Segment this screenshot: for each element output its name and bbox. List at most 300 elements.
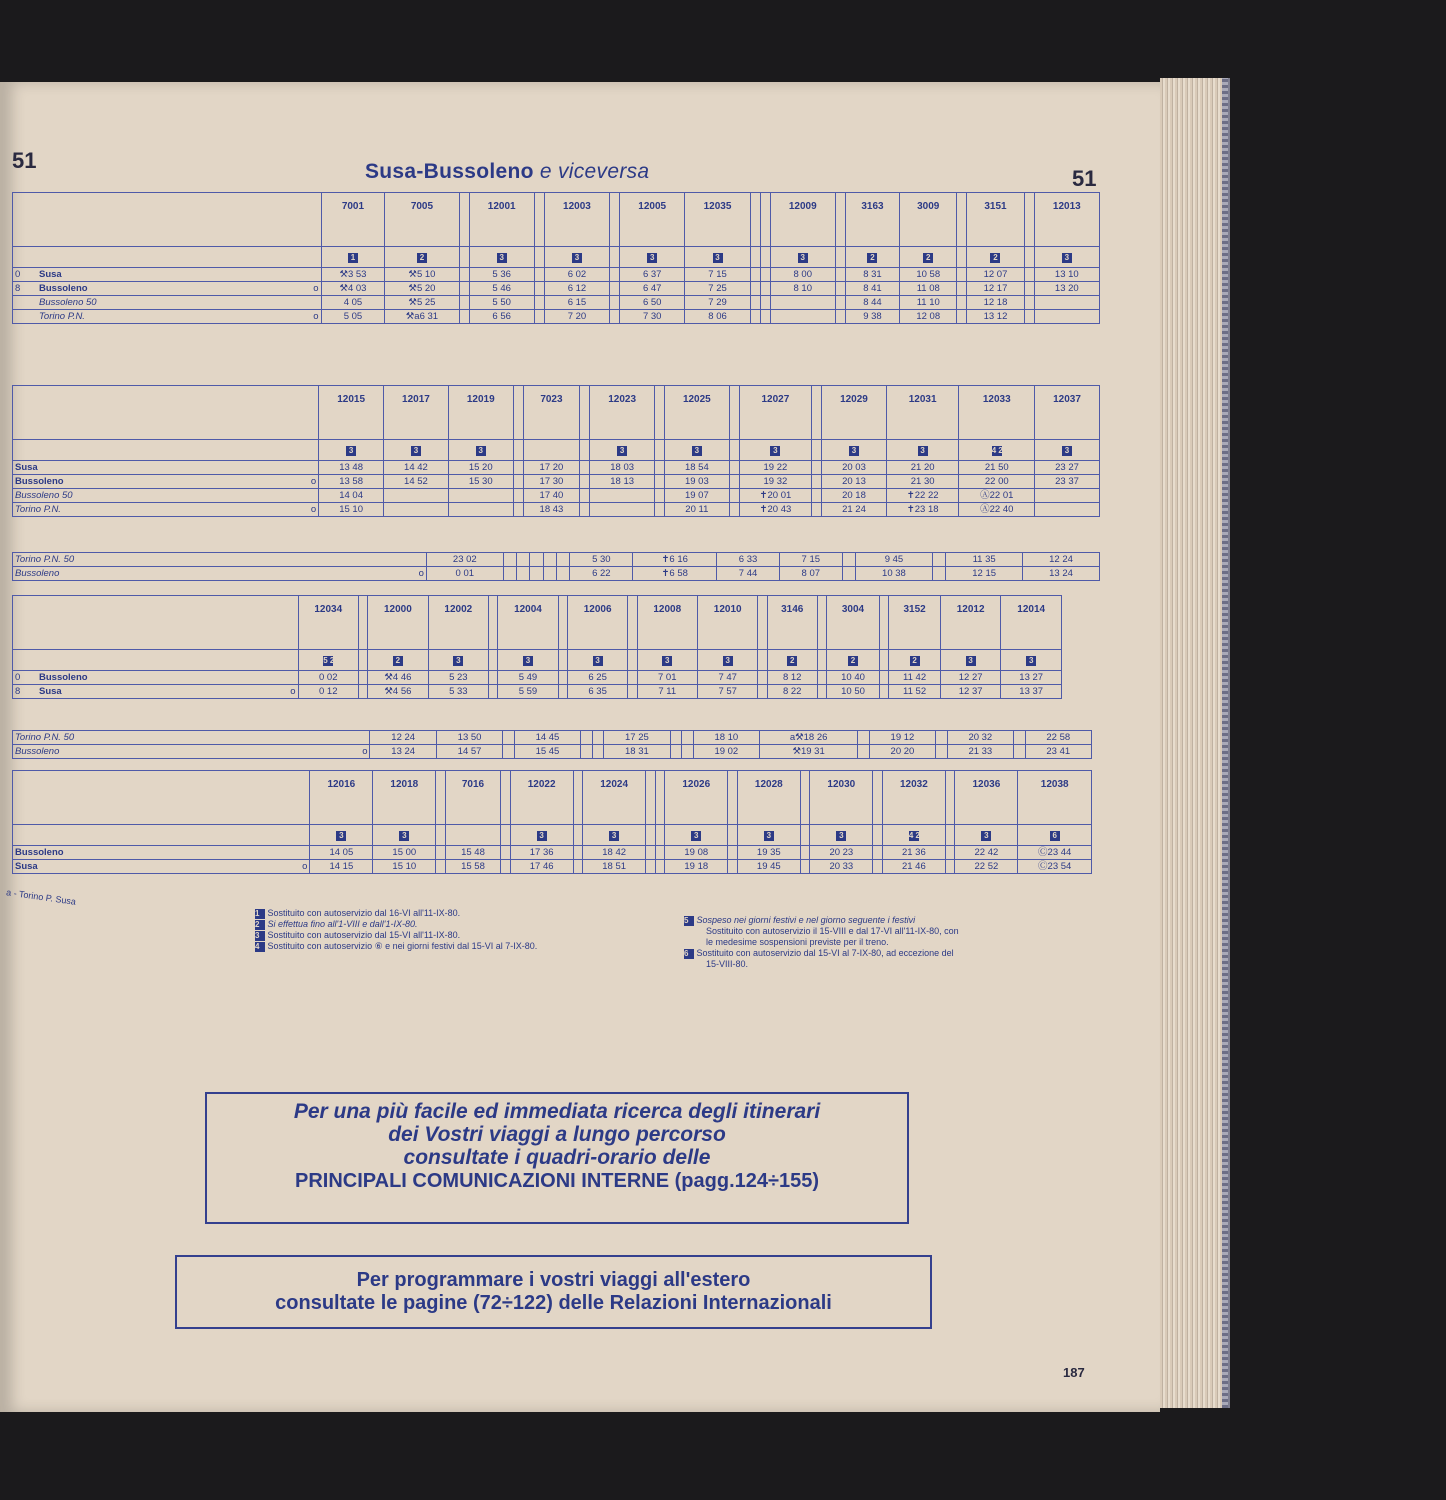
time-cell: 8 41 [845,282,899,296]
note-mark: 2 [787,656,797,666]
time-cell: 11 08 [900,282,957,296]
time-cell [646,846,656,860]
time-cell: 20 33 [810,860,873,874]
time-cell: 19 18 [665,860,728,874]
time-cell: 8 12 [767,671,817,685]
time-cell [530,567,543,581]
time-cell: 19 32 [739,475,812,489]
time-cell: 19 02 [693,745,759,759]
time-cell: 21 46 [882,860,945,874]
time-cell [858,745,870,759]
time-cell: 19 45 [737,860,800,874]
time-cell: Ⓐ22 01 [959,489,1035,503]
train-number-row [13,193,1100,247]
stop-marker: o [310,476,317,487]
time-cell: 22 52 [955,860,1018,874]
time-cell [530,553,543,567]
train-number: 3163 [845,193,899,247]
train-number: 12008 [637,596,697,650]
time-cell [489,685,498,699]
note-mark: 3 [764,831,774,841]
station-cell [13,268,322,282]
time-cell: 6 47 [620,282,685,296]
time-cell: 10 50 [827,685,880,699]
train-note-mark [469,247,534,268]
time-cell: 19 35 [737,846,800,860]
train-note-mark [321,247,385,268]
time-cell: 14 15 [310,860,373,874]
train-number [728,771,738,825]
time-cell [670,731,682,745]
train-number: 12010 [697,596,757,650]
time-cell [503,567,516,581]
note-mark: 3 [836,831,846,841]
time-cell: 6 15 [544,296,609,310]
train-notes-row [13,247,1100,268]
label-header [13,193,322,247]
time-cell: 17 20 [523,461,580,475]
time-cell: 7 30 [620,310,685,324]
time-cell: 6 25 [567,671,627,685]
station-name: Susa [15,861,38,872]
train-notes-row [13,825,1092,846]
time-cell: 5 23 [428,671,488,685]
station-name: Bussoleno [39,283,88,294]
timetable-row [13,846,1092,860]
km-value: 8 [15,686,21,697]
time-cell [1024,310,1034,324]
train-note-mark [940,650,1000,671]
time-cell: ⚒4 46 [368,671,428,685]
note-mark: 3 [346,446,356,456]
time-cell [580,489,590,503]
time-cell: 14 45 [514,731,580,745]
label-header [13,386,319,440]
time-cell: 12 18 [967,296,1024,310]
train-note-mark [835,247,845,268]
time-cell: 19 03 [664,475,729,489]
time-cell [436,846,446,860]
train-number: 12026 [665,771,728,825]
time-cell [728,846,738,860]
timetable-row [13,860,1092,874]
train-note-mark [590,440,655,461]
time-cell: ✝22 22 [886,489,959,503]
train-number: 12014 [1001,596,1062,650]
time-cell: 8 44 [845,296,899,310]
km-header [13,247,322,268]
time-cell: 6 56 [469,310,534,324]
station-cell [13,671,299,685]
train-notes-row [13,650,1062,671]
train-note-mark [637,650,697,671]
time-cell [358,671,367,685]
train-number [628,596,637,650]
time-cell [655,503,665,517]
train-note-mark [384,440,449,461]
time-cell [655,475,665,489]
time-cell: 8 06 [685,310,750,324]
train-note-mark [358,650,367,671]
time-cell: 22 00 [959,475,1035,489]
timetable-row [13,553,1100,567]
train-note-mark [729,440,739,461]
train-note-mark [770,247,835,268]
time-cell [750,282,760,296]
time-cell: 20 03 [822,461,887,475]
note-mark: 2 [393,656,403,666]
time-cell: 8 22 [767,685,817,699]
train-note-mark [1035,440,1100,461]
train-note-mark [800,825,810,846]
stop-marker: o [362,746,368,757]
timetable-row [13,489,1100,503]
time-cell: 10 40 [827,671,880,685]
time-cell [945,860,955,874]
time-cell: 20 18 [822,489,887,503]
km-header [13,440,319,461]
timetable-bussoleno-susa-2 [12,770,1092,874]
train-note-mark [665,825,728,846]
time-cell [655,846,665,860]
train-number: 12022 [510,771,573,825]
train-number: 7023 [523,386,580,440]
note-mark: 3 [713,253,723,263]
time-cell [590,489,655,503]
time-cell [812,489,822,503]
time-cell: 5 46 [469,282,534,296]
timetable-susa-bussoleno-1 [12,192,1100,324]
station-name: Susa [39,686,62,697]
train-number: 12003 [544,193,609,247]
time-cell [534,282,544,296]
time-cell: 11 35 [946,553,1023,567]
train-number [513,386,523,440]
timetable-row [13,745,1092,759]
train-note-mark [448,440,513,461]
time-cell: Ⓐ22 40 [959,503,1035,517]
time-cell: ⚒3 53 [321,268,385,282]
station-cell [13,745,370,759]
note-mark: 3 [1026,656,1036,666]
time-cell: 0 12 [298,685,358,699]
time-cell [610,282,620,296]
station-cell [13,731,370,745]
train-number [573,771,583,825]
station-cell [13,296,322,310]
train-number [835,193,845,247]
note-1: 1 Sostituito con autoservizio dal 16-VI all'11-IX-80. [255,908,461,918]
time-cell [812,461,822,475]
time-cell [557,567,570,581]
train-number [800,771,810,825]
station-cell [13,489,319,503]
train-number: 3151 [967,193,1024,247]
time-cell [1034,310,1099,324]
train-number: 12006 [567,596,627,650]
time-cell: 20 32 [947,731,1013,745]
train-number: 12017 [384,386,449,440]
time-cell [858,731,870,745]
time-cell [770,310,835,324]
train-note-mark [810,825,873,846]
notes-right: 5 Sospeso nei giorni festivi e nel giorno seguente i festivi Sostituito con autoservizio il 15-VIII e dal 17-VI all'11-IX-80, con le medesime sospensioni previste per il treno. 6 Sostituito con autoservizio dal 15-VI al 7-IX-80, ad eccezione del 15-VIII-80. [684,915,959,969]
time-cell: 21 50 [959,461,1035,475]
train-note-mark [583,825,646,846]
train-number: 12019 [448,386,513,440]
train-number [957,193,967,247]
train-number: 12013 [1034,193,1099,247]
time-cell [1024,296,1034,310]
train-note-mark [900,247,957,268]
train-number: 12005 [620,193,685,247]
time-cell: ⚒4 03 [321,282,385,296]
label-header [13,771,310,825]
page-number-left: 51 [12,148,37,173]
note-mark: 3 [723,656,733,666]
time-cell: 12 27 [940,671,1000,685]
time-cell [513,475,523,489]
train-number: 12002 [428,596,488,650]
train-note-mark [812,440,822,461]
note-mark: 3 [537,831,547,841]
note-mark: 3 [849,446,859,456]
train-note-mark [534,247,544,268]
note-mark: 5 2 [323,655,335,665]
time-cell [436,860,446,874]
timetable-row [13,503,1100,517]
timetable-row [13,461,1100,475]
timetable-row [13,268,1100,282]
time-cell: 20 23 [810,846,873,860]
time-cell [459,268,469,282]
info-box-international: Per programmare i vostri viaggi all'estero consultate le pagine (72÷122) delle Relazioni Internazionali [175,1255,932,1329]
note-mark: 3 [647,253,657,263]
station-name: Torino P.N. 50 [15,732,75,743]
time-cell [945,846,955,860]
time-cell [1024,268,1034,282]
timetable-torino-bussoleno [12,552,1100,581]
time-cell: 7 25 [685,282,750,296]
note-mark: 4 2 [908,830,920,840]
time-cell: 13 48 [319,461,384,475]
train-note-mark [957,247,967,268]
train-note-mark [760,247,770,268]
train-note-mark [1018,825,1092,846]
time-cell: 6 50 [620,296,685,310]
station-name: Susa [39,269,62,280]
time-cell: 18 54 [664,461,729,475]
note-mark: 6 [1050,831,1060,841]
time-cell: 19 12 [869,731,935,745]
train-number: 12038 [1018,771,1092,825]
time-cell [534,296,544,310]
time-cell [534,268,544,282]
train-note-mark [728,825,738,846]
time-cell [590,503,655,517]
train-number: 12023 [590,386,655,440]
train-notes-row [13,440,1100,461]
train-number [646,771,656,825]
train-note-mark [298,650,358,671]
time-cell: 9 38 [845,310,899,324]
station-name: Torino P.N. [39,311,85,322]
time-cell: 13 12 [967,310,1024,324]
train-number: 3004 [827,596,880,650]
time-cell: 12 08 [900,310,957,324]
time-cell [543,567,556,581]
time-cell: 15 20 [448,461,513,475]
time-cell: ✝20 43 [739,503,812,517]
km-value: 8 [15,283,21,294]
time-cell [760,282,770,296]
train-number: 12030 [810,771,873,825]
train-note-mark [750,247,760,268]
train-note-mark [822,440,887,461]
time-cell: 12 24 [1023,553,1100,567]
station-cell [13,553,427,567]
station-cell [13,846,310,860]
time-cell [610,268,620,282]
time-cell [501,860,511,874]
timetable-row [13,296,1100,310]
timetable-torino-bussoleno-2 [12,730,1092,759]
train-note-mark [567,650,627,671]
time-cell: 18 42 [583,846,646,860]
train-number [580,386,590,440]
train-number: 12015 [319,386,384,440]
train-number [610,193,620,247]
time-cell: 10 38 [856,567,933,581]
time-cell: 6 12 [544,282,609,296]
time-cell [957,268,967,282]
time-cell [880,685,889,699]
note-mark: 2 [990,253,1000,263]
time-cell [770,296,835,310]
info-box-internal: Per una più facile ed immediata ricerca degli itinerari dei Vostri viaggi a lungo percorso consultate i quadri-orario delle PRINCIPALI COMUNICAZIONI INTERNE (pagg.124÷155) [205,1092,909,1224]
time-cell [682,731,694,745]
train-note-mark [882,825,945,846]
stop-marker: o [302,861,308,872]
time-cell: 17 36 [510,846,573,860]
time-cell: 7 20 [544,310,609,324]
station-name: Bussoleno [15,476,64,487]
time-cell: 5 49 [498,671,558,685]
time-cell: 5 50 [469,296,534,310]
time-cell [932,553,945,567]
time-cell: 7 11 [637,685,697,699]
train-number [760,193,770,247]
time-cell [835,268,845,282]
train-number [655,771,665,825]
time-cell [501,846,511,860]
train-number: 12009 [770,193,835,247]
train-number [812,386,822,440]
time-cell: 14 52 [384,475,449,489]
time-cell: 22 58 [1025,731,1091,745]
time-cell [581,731,593,745]
time-cell: 23 41 [1025,745,1091,759]
time-cell: 13 27 [1001,671,1062,685]
note-mark: 3 [453,656,463,666]
note-6: 6 Sostituito con autoservizio dal 15-VI al 7-IX-80, ad eccezione del [684,948,954,958]
time-cell: 17 40 [523,489,580,503]
note-3: 3 Sostituito con autoservizio dal 15-VI all'11-IX-80. [255,930,461,940]
time-cell [817,671,826,685]
train-note-mark [880,650,889,671]
train-note-mark [889,650,941,671]
time-cell: 14 57 [436,745,502,759]
train-note-mark [368,650,428,671]
timetable-row [13,282,1100,296]
note-mark: 3 [617,446,627,456]
time-cell: ⚒5 10 [385,268,459,282]
train-number: 3146 [767,596,817,650]
time-cell [760,296,770,310]
time-cell: 12 24 [370,731,436,745]
station-name: Bussoleno [39,672,88,683]
time-cell: 17 30 [523,475,580,489]
time-cell: 5 33 [428,685,488,699]
note-mark: 2 [417,253,427,263]
note-mark: 2 [867,253,877,263]
note-4: 4 Sostituito con autoservizio ⑥ e nei giorni festivi dal 15-VI al 7-IX-80. [255,941,538,951]
time-cell [459,282,469,296]
note-mark: 3 [336,831,346,841]
time-cell [957,310,967,324]
time-cell: 15 10 [319,503,384,517]
station-name: Susa [15,462,38,473]
time-cell [760,268,770,282]
time-cell [750,310,760,324]
station-name: Bussoleno [15,847,64,858]
note-mark: 3 [1062,253,1072,263]
km-header [13,650,299,671]
time-cell [573,860,583,874]
note-mark: 3 [411,446,421,456]
time-cell: Ⓒ23 54 [1018,860,1092,874]
time-cell: 20 13 [822,475,887,489]
time-cell: 13 20 [1034,282,1099,296]
timetable-row [13,731,1092,745]
train-note-mark [737,825,800,846]
train-number: 3152 [889,596,941,650]
time-cell: 7 15 [779,553,842,567]
time-cell [812,503,822,517]
note-5: 5 Sospeso nei giorni festivi e nel giorno seguente i festivi [684,915,916,925]
train-number [655,386,665,440]
train-note-mark [501,825,511,846]
time-cell [957,282,967,296]
train-note-mark [610,247,620,268]
time-cell [534,310,544,324]
station-cell [13,860,310,874]
timetable-row [13,310,1100,324]
time-cell: 12 15 [946,567,1023,581]
train-note-mark [655,825,665,846]
time-cell: 14 42 [384,461,449,475]
time-cell: 13 58 [319,475,384,489]
time-cell [728,860,738,874]
time-cell [760,310,770,324]
time-cell [558,671,567,685]
note-mark: 3 [770,446,780,456]
time-cell [729,461,739,475]
station-cell [13,503,319,517]
time-cell: 15 00 [373,846,436,860]
train-number [534,193,544,247]
time-cell: 19 22 [739,461,812,475]
